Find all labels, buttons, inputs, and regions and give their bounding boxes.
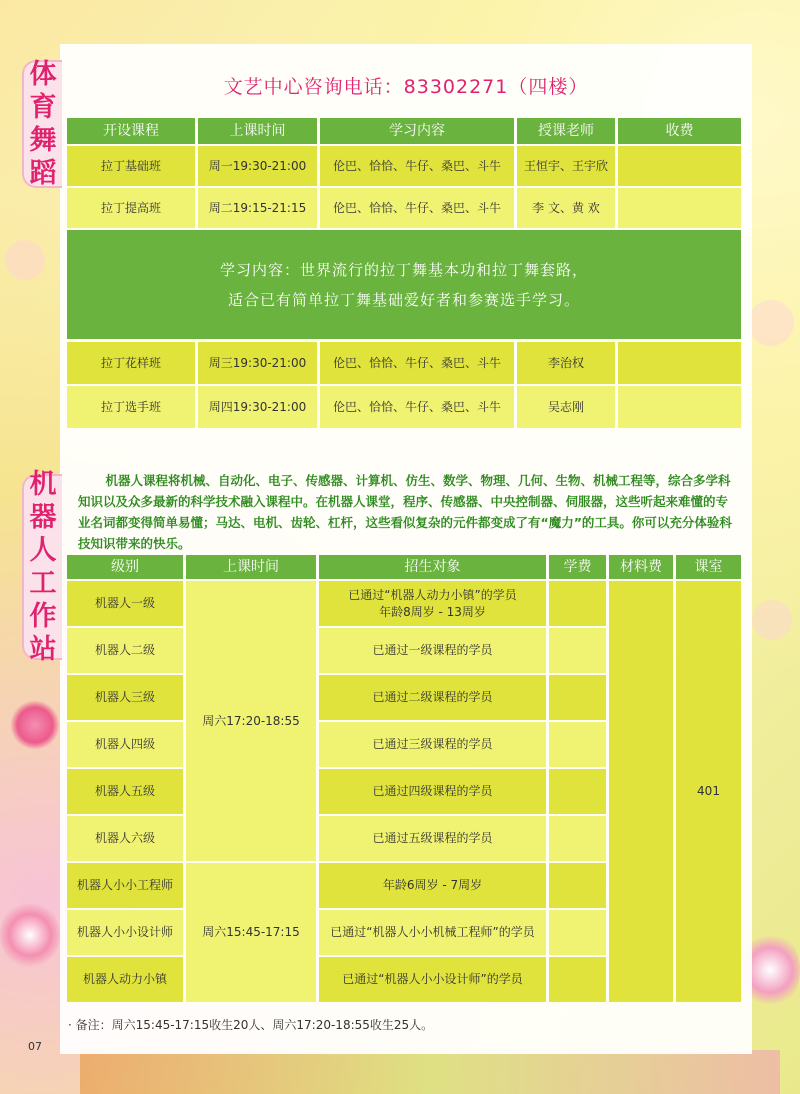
robot-time-group-1: 周六17:20-18:55	[186, 581, 316, 861]
robot-intro: 机器人课程将机械、自动化、电子、传感器、计算机、仿生、数学、物理、几何、生物、机械工程等，综合多学科知识以及众多最新的科学技术融入课程中。在机器人课堂，程序、传感器、中央控制器、伺服器，这些听起来难懂的专业名词都变得简单易懂；马达、电机、齿轮、杠杆，这些看似复杂的元件都变成了有“魔力”的工具。你可以充分体验科技知识带来的快乐。	[78, 473, 732, 551]
dance-row-course: 拉丁花样班	[67, 342, 195, 384]
dance-header-course: 开设课程	[67, 118, 195, 144]
robot-row-tuition	[549, 722, 606, 767]
phone-line: 文艺中心咨询电话：83302271（四楼）	[223, 76, 589, 98]
robot-row-tuition	[549, 910, 606, 955]
dance-row-content: 伦巴、恰恰、牛仔、桑巴、斗牛	[320, 146, 514, 186]
dance-row-fee	[618, 146, 741, 186]
robot-header-time: 上课时间	[186, 555, 316, 579]
flower-decor	[0, 900, 60, 970]
robot-row-level: 机器人一级	[67, 581, 183, 626]
dance-row-content: 伦巴、恰恰、牛仔、桑巴、斗牛	[320, 188, 514, 228]
robot-row-tuition	[549, 863, 606, 908]
side-tab-char: 工	[29, 568, 57, 599]
robot-row-level: 机器人二级	[67, 628, 183, 673]
dance-row-fee	[618, 342, 741, 384]
dance-row-course: 拉丁选手班	[67, 386, 195, 428]
dance-row-fee	[618, 386, 741, 428]
side-tab-char: 蹈	[29, 158, 57, 189]
robot-row-level: 机器人小小设计师	[67, 910, 183, 955]
dance-content-band	[67, 230, 741, 339]
robot-row-tuition	[549, 628, 606, 673]
robot-row-level: 机器人小小工程师	[67, 863, 183, 908]
robot-row-tuition	[549, 957, 606, 1002]
robot-row-target: 已通过三级课程的学员	[319, 722, 546, 767]
dance-row-teacher: 李 文、黄 欢	[517, 188, 615, 228]
robot-row-target: 已通过五级课程的学员	[319, 816, 546, 861]
side-tab-robot	[22, 469, 62, 665]
robot-row-tuition	[549, 816, 606, 861]
robot-row-target: 已通过二级课程的学员	[319, 675, 546, 720]
dance-row-time: 周三19:30-21:00	[198, 342, 317, 384]
side-tab-char: 人	[29, 535, 57, 566]
dance-row-time: 周四19:30-21:00	[198, 386, 317, 428]
dance-header-content: 学习内容	[320, 118, 514, 144]
flower-decor	[10, 700, 60, 750]
decor-bubble	[752, 600, 792, 640]
robot-material-fee	[609, 581, 673, 1002]
side-tab-char: 机	[29, 469, 57, 500]
robot-header-room: 课室	[676, 555, 741, 579]
robot-row-level: 机器人五级	[67, 769, 183, 814]
robot-header-tuition: 学费	[549, 555, 606, 579]
page-number: 07	[28, 1040, 42, 1053]
decor-bubble	[5, 240, 45, 280]
side-tab-char: 作	[29, 601, 57, 632]
band-line-2: 适合已有简单拉丁舞基础爱好者和参赛选手学习。	[227, 290, 580, 309]
robot-header-level: 级别	[67, 555, 183, 579]
robot-row-level: 机器人动力小镇	[67, 957, 183, 1002]
robot-row-target: 已通过“机器人动力小镇”的学员 年龄8周岁 - 13周岁	[319, 581, 546, 626]
dance-header-time: 上课时间	[198, 118, 317, 144]
dance-row-time: 周二19:15-21:15	[198, 188, 317, 228]
robot-row-target: 已通过四级课程的学员	[319, 769, 546, 814]
robot-header-target: 招生对象	[319, 555, 546, 579]
robot-row-level: 机器人四级	[67, 722, 183, 767]
dance-row-teacher: 李治权	[517, 342, 615, 384]
side-tab-char: 器	[29, 502, 57, 533]
dance-row-content: 伦巴、恰恰、牛仔、桑巴、斗牛	[320, 342, 514, 384]
dance-row-content: 伦巴、恰恰、牛仔、桑巴、斗牛	[320, 386, 514, 428]
dance-row-teacher: 吴志刚	[517, 386, 615, 428]
dance-header-fee: 收费	[618, 118, 741, 144]
side-tab-char: 育	[29, 92, 57, 123]
robot-row-level: 机器人三级	[67, 675, 183, 720]
decor-bubble	[748, 300, 794, 346]
side-tab-robot-text	[30, 468, 57, 666]
side-tab-char: 站	[29, 634, 57, 665]
dance-header-teacher: 授课老师	[517, 118, 615, 144]
dance-row-course: 拉丁提高班	[67, 188, 195, 228]
dance-row-course: 拉丁基础班	[67, 146, 195, 186]
note: · 备注：周六15:45-17:15收生20人、周六17:20-18:55收生25人。	[68, 1018, 434, 1032]
robot-row-target: 已通过“机器人小小设计师”的学员	[319, 957, 546, 1002]
robot-time-group-2: 周六15:45-17:15	[186, 863, 316, 1002]
dance-row-teacher: 王恒宇、王宇欣	[517, 146, 615, 186]
robot-row-target: 已通过一级课程的学员	[319, 628, 546, 673]
robot-row-tuition	[549, 675, 606, 720]
robot-header-material: 材料费	[609, 555, 673, 579]
side-tab-char: 舞	[29, 125, 57, 156]
side-tab-dance-text	[30, 58, 57, 190]
dance-row-time: 周一19:30-21:00	[198, 146, 317, 186]
robot-row-tuition	[549, 769, 606, 814]
flower-decor	[80, 1050, 780, 1094]
side-tab-dance	[22, 60, 62, 188]
band-line-1: 学习内容：世界流行的拉丁舞基本功和拉丁舞套路，	[219, 260, 588, 279]
robot-room: 401	[676, 581, 741, 1002]
side-tab-char: 体	[29, 59, 57, 90]
robot-row-target: 已通过“机器人小小机械工程师”的学员	[319, 910, 546, 955]
robot-row-target: 年龄6周岁 - 7周岁	[319, 863, 546, 908]
robot-row-tuition	[549, 581, 606, 626]
dance-row-fee	[618, 188, 741, 228]
robot-row-level: 机器人六级	[67, 816, 183, 861]
